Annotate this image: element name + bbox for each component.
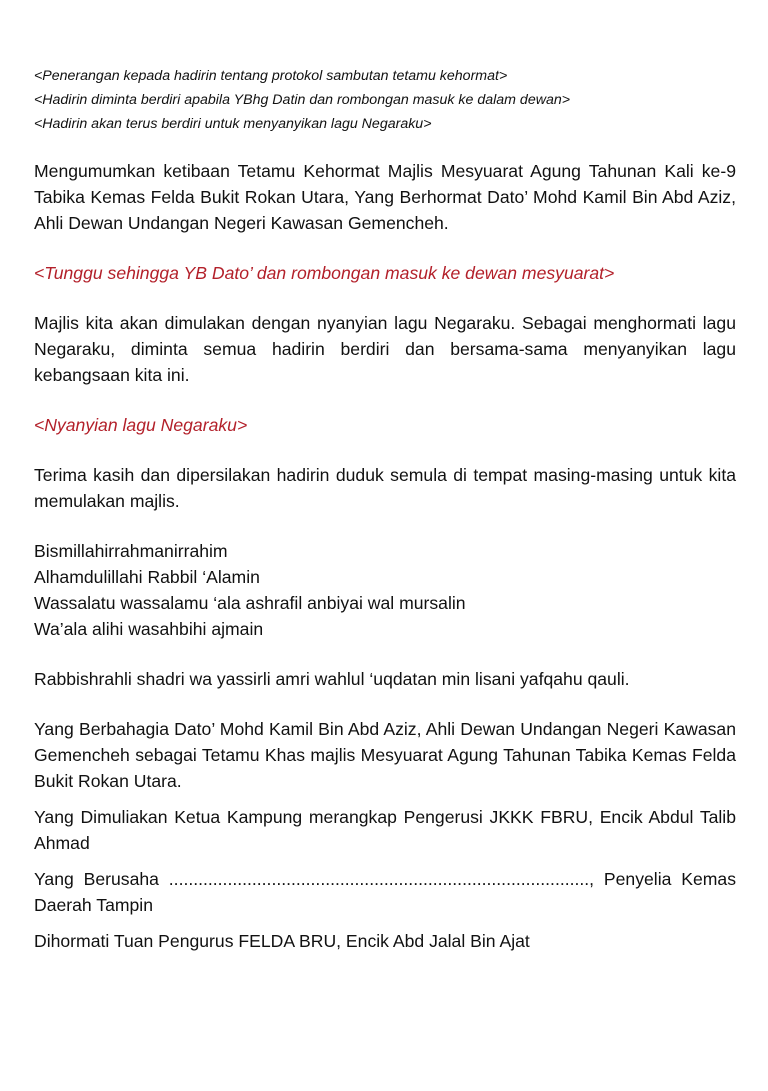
recitation-line: Alhamdulillahi Rabbil ‘Alamin <box>34 567 260 587</box>
salutation: Yang Dimuliakan Ketua Kampung merangkap Pengerusi JKKK FBRU, Encik Abdul Talib Ahmad <box>34 807 736 853</box>
prayer-line: Rabbishrahli shadri wa yassirli amri wahlul ‘uqdatan min lisani yafqahu qauli. <box>34 669 630 689</box>
guest-arrival-announcement: Mengumumkan ketibaan Tetamu Kehormat Majlis Mesyuarat Agung Tahunan Kali ke-9 Tabika Kemas Felda Bukit Rokan Utara, Yang Berhormat Dato’ Mohd Kamil Bin Abd Aziz, Ahli Dewan Undangan Negeri Kawasan Gemencheh. <box>34 161 736 233</box>
salutation: Dihormati Tuan Pengurus FELDA BRU, Encik Abd Jalal Bin Ajat <box>34 931 530 951</box>
stage-cue-wait: <Tunggu sehingga YB Dato’ dan rombongan masuk ke dewan mesyuarat> <box>34 263 615 283</box>
recitation-line: Bismillahirrahmanirrahim <box>34 541 228 561</box>
protocol-note: <Penerangan kepada hadirin tentang protokol sambutan tetamu kehormat> <box>34 68 508 84</box>
recitation-line: Wa’ala alihi wasahbihi ajmain <box>34 619 264 639</box>
thank-you-paragraph: Terima kasih dan dipersilakan hadirin duduk semula di tempat masing-masing untuk kita memulakan majlis. <box>34 465 736 511</box>
salutation: Yang Berbahagia Dato’ Mohd Kamil Bin Abd Aziz, Ahli Dewan Undangan Negeri Kawasan Gemencheh sebagai Tetamu Khas majlis Mesyuarat Agung Tahunan Tabika Kemas Felda Bukit Rokan Utara. <box>34 719 736 791</box>
document-page <box>34 64 736 964</box>
protocol-note: <Hadirin akan terus berdiri untuk menyanyikan lagu Negaraku> <box>34 116 432 132</box>
protocol-notes <box>34 64 736 136</box>
recitation-line: Wassalatu wassalamu ‘ala ashrafil anbiyai wal mursalin <box>34 593 466 613</box>
anthem-introduction: Majlis kita akan dimulakan dengan nyanyian lagu Negaraku. Sebagai menghormati lagu Negaraku, diminta semua hadirin berdiri dan bersama-sama menyanyikan lagu kebangsaan kita ini. <box>34 313 736 385</box>
protocol-note: <Hadirin diminta berdiri apabila YBhg Datin dan rombongan masuk ke dalam dewan> <box>34 92 571 108</box>
opening-recitation <box>34 538 736 642</box>
salutation: Yang Berusaha ......................................................................................, Penyelia Kemas Daerah Tampin <box>34 869 736 915</box>
stage-cue-anthem: <Nyanyian lagu Negaraku> <box>34 415 248 435</box>
